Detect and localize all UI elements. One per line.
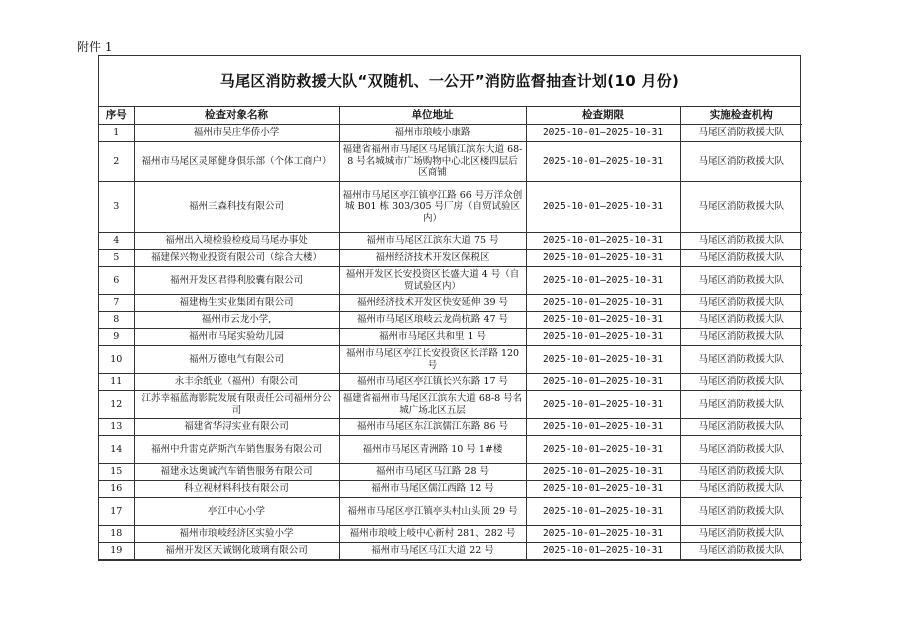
cell-agency: 马尾区消防救援大队: [680, 295, 802, 312]
cell-no: 18: [99, 526, 134, 543]
table-row: [99, 182, 802, 233]
cell-name: 福州开发区天诚钢化玻璃有限公司: [134, 543, 339, 560]
cell-period: 2025-10-01—2025-10-31: [526, 125, 680, 142]
table-row: [99, 391, 802, 419]
cell-no: 16: [99, 481, 134, 498]
cell-address: 福建省福州市马尾区江滨东大道 68-8 号名城广场北区五层: [339, 391, 526, 419]
cell-agency: 马尾区消防救援大队: [680, 481, 802, 498]
cell-period: 2025-10-01—2025-10-31: [526, 526, 680, 543]
cell-period: 2025-10-01—2025-10-31: [526, 142, 680, 182]
cell-address: 福州市马尾区亭江镇长兴东路 17 号: [339, 374, 526, 391]
table-row: [99, 267, 802, 295]
col-header-address: 单位地址: [339, 107, 526, 125]
table-row: [99, 329, 802, 346]
cell-name: 福建梅生实业集团有限公司: [134, 295, 339, 312]
cell-no: 17: [99, 498, 134, 526]
cell-agency: 马尾区消防救援大队: [680, 346, 802, 374]
cell-address: 福州市马尾区马江大道 22 号: [339, 543, 526, 560]
cell-address: 福州市马尾区马江路 28 号: [339, 464, 526, 481]
cell-agency: 马尾区消防救援大队: [680, 391, 802, 419]
cell-period: 2025-10-01—2025-10-31: [526, 182, 680, 233]
cell-agency: 马尾区消防救援大队: [680, 182, 802, 233]
table-row: [99, 374, 802, 391]
cell-agency: 马尾区消防救援大队: [680, 526, 802, 543]
table-row: [99, 481, 802, 498]
col-header-no: 序号: [99, 107, 134, 125]
cell-no: 3: [99, 182, 134, 233]
cell-agency: 马尾区消防救援大队: [680, 436, 802, 464]
cell-agency: 马尾区消防救援大队: [680, 312, 802, 329]
col-header-period: 检查期限: [526, 107, 680, 125]
cell-no: 13: [99, 419, 134, 436]
cell-name: 福州中升雷克萨斯汽车销售服务有限公司: [134, 436, 339, 464]
cell-name: 福州万德电气有限公司: [134, 346, 339, 374]
cell-address: 福州市马尾区亭江长安投资区长洋路 120 号: [339, 346, 526, 374]
cell-name: 福州出入境检验检疫局马尾办事处: [134, 233, 339, 250]
table-row: [99, 250, 802, 267]
cell-period: 2025-10-01—2025-10-31: [526, 250, 680, 267]
cell-agency: 马尾区消防救援大队: [680, 374, 802, 391]
table-row: [99, 125, 802, 142]
cell-period: 2025-10-01—2025-10-31: [526, 233, 680, 250]
cell-period: 2025-10-01—2025-10-31: [526, 464, 680, 481]
cell-period: 2025-10-01—2025-10-31: [526, 374, 680, 391]
cell-address: 福州市琅岐上岐中心新村 281、282 号: [339, 526, 526, 543]
cell-no: 19: [99, 543, 134, 560]
cell-address: 福州市马尾区亭江镇亭江路 66 号万洋众创城 B01 栋 303/305 号厂房（自贸试验区内）: [339, 182, 526, 233]
cell-no: 1: [99, 125, 134, 142]
cell-period: 2025-10-01—2025-10-31: [526, 312, 680, 329]
cell-no: 10: [99, 346, 134, 374]
cell-no: 6: [99, 267, 134, 295]
cell-agency: 马尾区消防救援大队: [680, 250, 802, 267]
cell-name: 福建保兴物业投资有限公司（综合大楼）: [134, 250, 339, 267]
table-row: [99, 346, 802, 374]
cell-period: 2025-10-01—2025-10-31: [526, 267, 680, 295]
table-row: [99, 233, 802, 250]
cell-name: 福州市吴庄华侨小学: [134, 125, 339, 142]
cell-address: 福州市马尾区东江滨儒江东路 86 号: [339, 419, 526, 436]
inspection-plan-sheet: [98, 55, 801, 561]
cell-name: 福建省华浔实业有限公司: [134, 419, 339, 436]
cell-no: 5: [99, 250, 134, 267]
cell-period: 2025-10-01—2025-10-31: [526, 346, 680, 374]
table-row: [99, 142, 802, 182]
cell-agency: 马尾区消防救援大队: [680, 464, 802, 481]
cell-no: 12: [99, 391, 134, 419]
cell-address: 福州开发区长安投资区长盛大道 4 号（自贸试验区内）: [339, 267, 526, 295]
cell-address: 福州市琅岐小康路: [339, 125, 526, 142]
cell-no: 9: [99, 329, 134, 346]
cell-name: 亭江中心小学: [134, 498, 339, 526]
cell-no: 2: [99, 142, 134, 182]
cell-name: 福州市马尾区灵犀健身俱乐部（个体工商户）: [134, 142, 339, 182]
col-header-agency: 实施检查机构: [680, 107, 802, 125]
cell-address: 福州市马尾区共和里 1 号: [339, 329, 526, 346]
col-header-name: 检查对象名称: [134, 107, 339, 125]
cell-name: 福州开发区君得利胶囊有限公司: [134, 267, 339, 295]
cell-no: 15: [99, 464, 134, 481]
cell-agency: 马尾区消防救援大队: [680, 142, 802, 182]
cell-address: 福州市马尾区江滨东大道 75 号: [339, 233, 526, 250]
cell-address: 福州市马尾区琅岐云龙尚杭路 47 号: [339, 312, 526, 329]
table-row: [99, 436, 802, 464]
attachment-label: 附件 1: [77, 40, 113, 54]
cell-period: 2025-10-01—2025-10-31: [526, 543, 680, 560]
cell-agency: 马尾区消防救援大队: [680, 329, 802, 346]
table-row: [99, 543, 802, 560]
cell-period: 2025-10-01—2025-10-31: [526, 419, 680, 436]
table-row: [99, 295, 802, 312]
cell-address: 福建省福州市马尾区马尾镇江滨东大道 68-8 号名城城市广场购物中心北区楼四层后区商铺: [339, 142, 526, 182]
cell-name: 福州市琅岐经济区实验小学: [134, 526, 339, 543]
cell-period: 2025-10-01—2025-10-31: [526, 498, 680, 526]
cell-no: 7: [99, 295, 134, 312]
cell-name: 福州市云龙小学,: [134, 312, 339, 329]
cell-agency: 马尾区消防救援大队: [680, 419, 802, 436]
cell-period: 2025-10-01—2025-10-31: [526, 481, 680, 498]
cell-address: 福州经济技术开发区快安延伸 39 号: [339, 295, 526, 312]
cell-period: 2025-10-01—2025-10-31: [526, 329, 680, 346]
cell-name: 永丰余纸业（福州）有限公司: [134, 374, 339, 391]
cell-address: 福州市马尾区青洲路 10 号 1#楼: [339, 436, 526, 464]
table-header-row: [99, 107, 802, 125]
cell-agency: 马尾区消防救援大队: [680, 498, 802, 526]
cell-agency: 马尾区消防救援大队: [680, 543, 802, 560]
plan-title: 马尾区消防救援大队“双随机、一公开”消防监督抽查计划(10 月份): [99, 56, 800, 107]
cell-name: 福州市马尾实验幼儿园: [134, 329, 339, 346]
table-row: [99, 498, 802, 526]
cell-agency: 马尾区消防救援大队: [680, 125, 802, 142]
cell-agency: 马尾区消防救援大队: [680, 233, 802, 250]
cell-period: 2025-10-01—2025-10-31: [526, 436, 680, 464]
cell-address: 福州市马尾区亭江镇亭头村山头顶 29 号: [339, 498, 526, 526]
table-row: [99, 526, 802, 543]
cell-address: 福州市马尾区儒江西路 12 号: [339, 481, 526, 498]
inspection-table: [99, 107, 802, 560]
cell-agency: 马尾区消防救援大队: [680, 267, 802, 295]
cell-name: 福建永达奥诚汽车销售服务有限公司: [134, 464, 339, 481]
cell-name: 福州三森科技有限公司: [134, 182, 339, 233]
cell-name: 江苏幸福蓝海影院发展有限责任公司福州分公司: [134, 391, 339, 419]
cell-period: 2025-10-01—2025-10-31: [526, 295, 680, 312]
table-row: [99, 419, 802, 436]
cell-period: 2025-10-01—2025-10-31: [526, 391, 680, 419]
cell-no: 14: [99, 436, 134, 464]
cell-address: 福州经济技术开发区保税区: [339, 250, 526, 267]
cell-no: 11: [99, 374, 134, 391]
cell-no: 8: [99, 312, 134, 329]
table-row: [99, 464, 802, 481]
cell-no: 4: [99, 233, 134, 250]
table-row: [99, 312, 802, 329]
cell-name: 科立视材料科技有限公司: [134, 481, 339, 498]
